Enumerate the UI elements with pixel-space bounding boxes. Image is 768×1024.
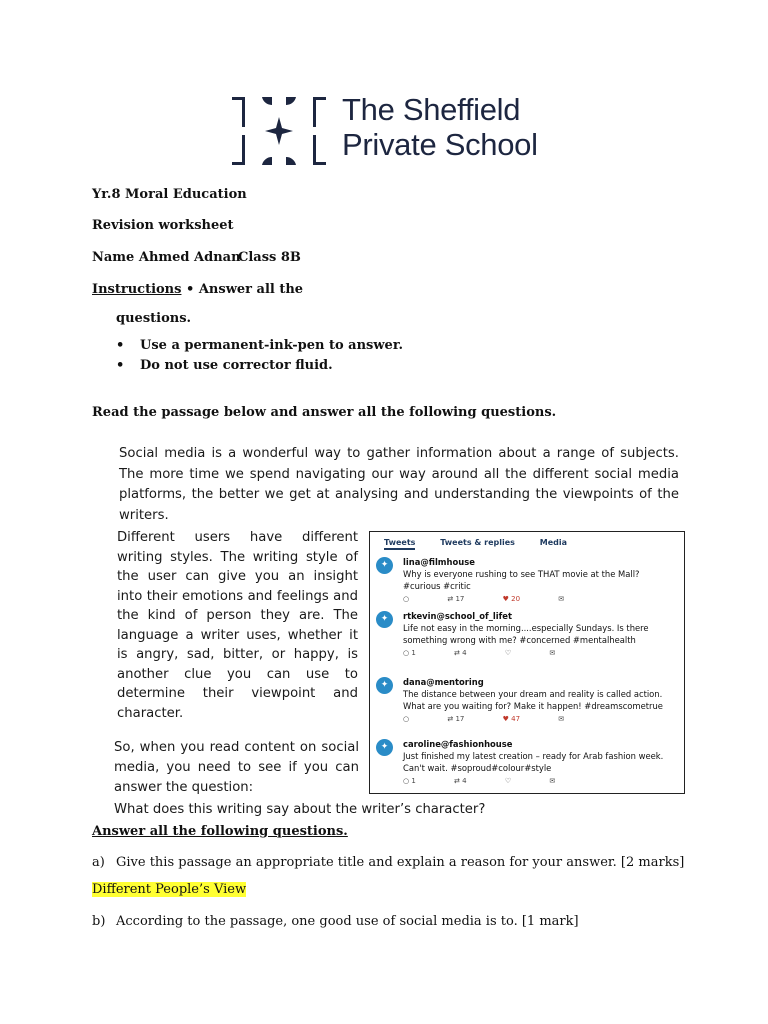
mail-icon[interactable]: ✉ [549,649,556,657]
bullet-text: Do not use corrector fluid. [140,358,333,373]
tweet-actions [403,647,675,659]
reply-icon[interactable]: ○ 1 [403,649,416,657]
course-title: Yr.8 Moral Education [92,187,247,202]
instructions-first-cont: questions. [116,311,192,326]
school-name-line1: The Sheffield [342,92,521,127]
question-a-text: Give this passage an appropriate title and explain a reason for your answer. [2 marks] [116,855,685,870]
mail-icon[interactable]: ✉ [558,595,565,603]
bullet-item [116,358,333,373]
worksheet-title: Revision worksheet [92,218,234,233]
answer-a-text: Different People’s View [92,882,247,897]
tab-media[interactable]: Media [539,538,567,547]
school-name [342,92,538,162]
mail-icon[interactable]: ✉ [558,715,565,723]
tweet-text: The distance between your dream and reality is called action. What are you waiting for? Make it happen! #dreamscometrue [403,689,663,711]
student-class: Class 8B [238,250,301,265]
student-name: Name Ahmed Adnan [92,250,241,265]
heart-icon[interactable]: ♥ 20 [502,595,521,603]
reply-icon[interactable]: ○ [403,715,412,723]
retweet-icon[interactable]: ⇄ 17 [447,595,465,603]
tweet-user[interactable]: dana@mentoring [403,677,484,687]
answer-a[interactable] [92,882,246,897]
heart-icon[interactable]: ♥ 47 [502,715,521,723]
instructions-label: Instructions [92,282,182,297]
mail-icon[interactable]: ✉ [549,777,556,785]
passage-paragraph-3: So, when you read content on social media, you need to see if you can answer the question: [114,740,359,795]
question-a-marker: a) [92,855,105,870]
question-b-marker: b) [92,914,106,929]
question-b-text: According to the passage, one good use of social media is to. [1 mark] [116,914,579,929]
twitter-bird-icon: ✦ [376,677,393,694]
bullet-item [116,338,404,353]
tweet-user[interactable]: caroline@fashionhouse [403,739,513,749]
instructions-line [92,282,303,297]
instructions-first: • Answer all the [186,282,304,297]
retweet-icon[interactable]: ⇄ 4 [454,777,467,785]
bullet-glyph: • [116,338,125,353]
tweet-actions [403,593,675,605]
twitter-bird-icon: ✦ [376,557,393,574]
twitter-bird-icon: ✦ [376,739,393,756]
lead-instruction: Read the passage below and answer all the following questions. [92,405,557,420]
retweet-icon[interactable]: ⇄ 17 [447,715,465,723]
tweets-tabs [384,538,589,547]
tweet-text: Why is everyone rushing to see THAT movie at the Mall? #curious #critic [403,569,640,591]
passage-question: What does this writing say about the writer’s character? [114,802,486,817]
bullet-glyph: • [116,358,125,373]
tweet-user[interactable]: lina@filmhouse [403,557,475,567]
passage-paragraph-2: Different users have different writing styles. The writing style of the user can give you an insight into their emotions and feelings and the kind of person they are. The language a writer uses, whether it is angry, sad, bitter, or happy, is another clue you can use to determine their viewpoint and character. [117,530,358,721]
tab-tweets[interactable]: Tweets [384,538,415,550]
reply-icon[interactable]: ○ 1 [403,777,416,785]
heart-icon[interactable]: ♡ [504,777,514,785]
tweet-text: Just finished my latest creation – ready for Arab fashion week. Can't wait. #soproud#colour#style [403,751,664,773]
tweet-actions [403,713,675,725]
tweet-actions [403,775,675,787]
retweet-icon[interactable]: ⇄ 4 [454,649,467,657]
tweet-user[interactable]: rtkevin@school_of_lifet [403,611,512,621]
twitter-bird-icon: ✦ [376,611,393,628]
tab-tweets-replies[interactable]: Tweets & replies [440,538,515,547]
school-logo-icon [232,97,326,165]
heart-icon[interactable]: ♡ [504,649,514,657]
tweets-panel [369,531,685,794]
tweet-text: Life not easy in the morning....especially Sundays. Is there something wrong with me? #concerned #mentalhealth [403,623,649,645]
answer-heading: Answer all the following questions. [92,824,348,839]
reply-icon[interactable]: ○ [403,595,412,603]
bullet-text: Use a permanent-ink-pen to answer. [140,338,404,353]
passage-paragraph-1: Social media is a wonderful way to gather information about a range of subjects. The more time we spend navigating our way around all the different social media platforms, the better we get at analysing and understanding the viewpoints of the writers. [119,446,679,523]
school-name-line2: Private School [342,127,538,162]
